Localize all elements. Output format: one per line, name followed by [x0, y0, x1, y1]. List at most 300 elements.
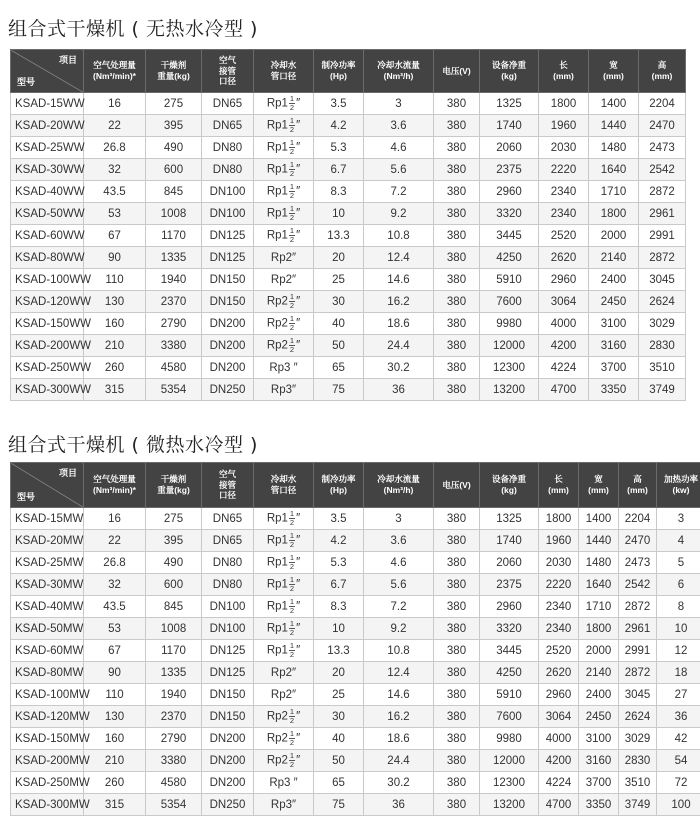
fraction-mark: $\frac{1}{2}$ [289, 204, 295, 222]
table-cell: 380 [434, 640, 480, 662]
model-cell: KSAD-25WW [11, 137, 84, 159]
table-cell: 845 [146, 181, 202, 203]
table-cell: 4580 [146, 772, 202, 794]
table-cell: 10 [314, 203, 364, 225]
table-cell: 7600 [480, 706, 539, 728]
table-cell: 490 [146, 552, 202, 574]
table-cell: 1480 [589, 137, 639, 159]
table-cell: 4700 [539, 794, 579, 816]
model-cell: KSAD-80MW [11, 662, 84, 684]
table-cell: 27 [657, 684, 700, 706]
model-cell: KSAD-300WW [11, 379, 84, 401]
table-cell: 36 [657, 706, 700, 728]
table1-body [11, 93, 686, 401]
table-cell: 3064 [539, 706, 579, 728]
spec-table-water-cooled-heatless [10, 49, 686, 401]
table-cell: 380 [434, 574, 480, 596]
column-header: 长 (mm) [539, 50, 589, 93]
column-header: 电压(V) [434, 463, 480, 508]
table-cell: 6.7 [314, 574, 364, 596]
table-cell: Rp2 $\frac{1}{2}$ ″ [254, 335, 314, 357]
fraction-mark: $\frac{1}{2}$ [289, 597, 295, 615]
table-cell: 25 [314, 269, 364, 291]
table-cell: DN65 [202, 93, 254, 115]
table-cell: DN200 [202, 357, 254, 379]
table-cell: 90 [84, 662, 146, 684]
table-cell: 13200 [480, 379, 539, 401]
table-cell: DN125 [202, 225, 254, 247]
table-cell: 380 [434, 772, 480, 794]
table-cell: 2542 [639, 159, 686, 181]
table2-body [11, 508, 700, 816]
table-cell: 2370 [146, 291, 202, 313]
model-cell: KSAD-20WW [11, 115, 84, 137]
table-cell: 3160 [579, 750, 619, 772]
table-cell: 24.4 [364, 750, 434, 772]
table-cell: Rp1 $\frac{1}{2}$ ″ [254, 115, 314, 137]
table-cell: DN250 [202, 379, 254, 401]
table-cell: 2000 [579, 640, 619, 662]
table-cell: 75 [314, 379, 364, 401]
table-cell: 3045 [619, 684, 657, 706]
table-cell: 36 [364, 379, 434, 401]
table-cell: 2790 [146, 728, 202, 750]
column-header: 冷却水流量 (Nm³/h) [364, 463, 434, 508]
table-cell: 3510 [619, 772, 657, 794]
table-cell: Rp2 $\frac{1}{2}$ ″ [254, 706, 314, 728]
table-cell: 10.8 [364, 225, 434, 247]
corner-label-item: 项目 [58, 55, 77, 65]
table-cell: DN200 [202, 335, 254, 357]
table-cell: 7600 [480, 291, 539, 313]
table-cell: 3749 [619, 794, 657, 816]
table-cell: 2470 [619, 530, 657, 552]
table-cell: 9.2 [364, 203, 434, 225]
corner-label-model: 型号 [17, 76, 36, 87]
model-cell: KSAD-15WW [11, 93, 84, 115]
table-cell: Rp2″ [254, 269, 314, 291]
table-cell: 490 [146, 137, 202, 159]
table-cell: 380 [434, 684, 480, 706]
table-cell: DN80 [202, 574, 254, 596]
table-cell: 5 [657, 552, 700, 574]
column-header: 干燥剂 重量(kg) [146, 50, 202, 93]
table-cell: DN200 [202, 750, 254, 772]
table-cell: 2400 [589, 269, 639, 291]
table-cell: 32 [84, 159, 146, 181]
table-cell: 1960 [539, 530, 579, 552]
table-cell: 1008 [146, 203, 202, 225]
table-cell: 32 [84, 574, 146, 596]
column-header: 高 (mm) [619, 463, 657, 508]
table-cell: 2375 [480, 574, 539, 596]
table-cell: 160 [84, 313, 146, 335]
table-cell: 1960 [539, 115, 589, 137]
table-cell: 260 [84, 772, 146, 794]
table-cell: 4700 [539, 379, 589, 401]
table-cell: 380 [434, 225, 480, 247]
fraction-mark: $\frac{1}{2}$ [289, 226, 295, 244]
column-header: 宽 (mm) [589, 50, 639, 93]
fraction-mark: $\frac{1}{2}$ [289, 160, 295, 178]
model-cell: KSAD-20MW [11, 530, 84, 552]
fraction-mark: $\frac{1}{2}$ [289, 729, 295, 747]
table-cell: Rp1 $\frac{1}{2}$ ″ [254, 225, 314, 247]
fraction-mark: $\frac{1}{2}$ [289, 707, 295, 725]
table-cell: 5.3 [314, 552, 364, 574]
table-cell: Rp1 $\frac{1}{2}$ ″ [254, 640, 314, 662]
table-cell: 1440 [589, 115, 639, 137]
table-cell: DN125 [202, 640, 254, 662]
model-cell: KSAD-25MW [11, 552, 84, 574]
table-row [11, 115, 686, 137]
table-cell: 6.7 [314, 159, 364, 181]
table-cell: DN80 [202, 552, 254, 574]
table-cell: Rp1 $\frac{1}{2}$ ″ [254, 574, 314, 596]
table-cell: 380 [434, 203, 480, 225]
table-cell: 2473 [619, 552, 657, 574]
table-cell: 275 [146, 93, 202, 115]
table-cell: Rp2 $\frac{1}{2}$ ″ [254, 750, 314, 772]
table-cell: 380 [434, 530, 480, 552]
table-cell: 75 [314, 794, 364, 816]
model-cell: KSAD-200WW [11, 335, 84, 357]
table-cell: 67 [84, 225, 146, 247]
table-cell: 9980 [480, 728, 539, 750]
table-cell: 5.6 [364, 159, 434, 181]
table-cell: Rp1 $\frac{1}{2}$ ″ [254, 530, 314, 552]
table-cell: 2624 [619, 706, 657, 728]
table-cell: DN65 [202, 115, 254, 137]
model-cell: KSAD-60WW [11, 225, 84, 247]
table-cell: 7.2 [364, 181, 434, 203]
table-cell: DN150 [202, 706, 254, 728]
column-header: 空气处理量 (Nm³/min)* [84, 50, 146, 93]
table-cell: 1800 [589, 203, 639, 225]
table-cell: 1008 [146, 618, 202, 640]
table-cell: Rp1 $\frac{1}{2}$ ″ [254, 618, 314, 640]
table-cell: 36 [364, 794, 434, 816]
table-cell: 380 [434, 596, 480, 618]
table-cell: 380 [434, 313, 480, 335]
table-row [11, 93, 686, 115]
table-cell: Rp3″ [254, 794, 314, 816]
table-cell: 4000 [539, 313, 589, 335]
fraction-mark: $\frac{1}{2}$ [289, 619, 295, 637]
corner-label-item: 项目 [58, 468, 77, 478]
table-cell: 380 [434, 750, 480, 772]
table-cell: DN125 [202, 247, 254, 269]
table-cell: 3045 [639, 269, 686, 291]
table-cell: 1400 [589, 93, 639, 115]
table-cell: 22 [84, 530, 146, 552]
table-cell: 3160 [589, 335, 639, 357]
table-cell: 2450 [579, 706, 619, 728]
table-cell: 4200 [539, 335, 589, 357]
table-cell: 30.2 [364, 357, 434, 379]
table-cell: 90 [84, 247, 146, 269]
table-row [11, 772, 700, 794]
model-cell: KSAD-120MW [11, 706, 84, 728]
table-cell: 3.6 [364, 530, 434, 552]
table-cell: 18.6 [364, 313, 434, 335]
table-cell: 2030 [539, 552, 579, 574]
table-cell: 210 [84, 750, 146, 772]
table-row [11, 379, 686, 401]
column-header: 制冷功率 (Hp) [314, 50, 364, 93]
fraction-mark: $\frac{1}{2}$ [289, 182, 295, 200]
table-cell: 380 [434, 357, 480, 379]
table-cell: 3 [657, 508, 700, 530]
table-cell: 12300 [480, 772, 539, 794]
table-cell: 2473 [639, 137, 686, 159]
table-cell: 10 [314, 618, 364, 640]
table-cell: 20 [314, 247, 364, 269]
table-cell: 3749 [639, 379, 686, 401]
table-cell: 9.2 [364, 618, 434, 640]
column-header: 空气 接管 口径 [202, 463, 254, 508]
table-cell: Rp1 $\frac{1}{2}$ ″ [254, 203, 314, 225]
table-cell: 3.5 [314, 508, 364, 530]
table-cell: 22 [84, 115, 146, 137]
fraction-mark: $\frac{1}{2}$ [289, 553, 295, 571]
table-cell: Rp3 ″ [254, 772, 314, 794]
table-row [11, 662, 700, 684]
table-cell: 26.8 [84, 552, 146, 574]
table-cell: 380 [434, 662, 480, 684]
column-header: 加热功率 (kw) [657, 463, 700, 508]
table-cell: 2960 [480, 181, 539, 203]
table-cell: 43.5 [84, 181, 146, 203]
table-cell: 380 [434, 291, 480, 313]
table-cell: 30.2 [364, 772, 434, 794]
table-cell: 2030 [539, 137, 589, 159]
table-cell: 2340 [539, 596, 579, 618]
table-cell: DN100 [202, 596, 254, 618]
table-cell: 110 [84, 269, 146, 291]
table-cell: DN250 [202, 794, 254, 816]
table-cell: 1335 [146, 662, 202, 684]
table-cell: Rp2 $\frac{1}{2}$ ″ [254, 291, 314, 313]
table-cell: DN65 [202, 530, 254, 552]
table-cell: 2340 [539, 181, 589, 203]
fraction-mark: $\frac{1}{2}$ [289, 116, 295, 134]
column-header: 空气 接管 口径 [202, 50, 254, 93]
column-header: 冷却水流量 (Nm³/h) [364, 50, 434, 93]
table-cell: 2830 [619, 750, 657, 772]
fraction-mark: $\frac{1}{2}$ [289, 751, 295, 769]
table-row [11, 159, 686, 181]
table2-header-row [11, 463, 700, 508]
table-cell: 1800 [579, 618, 619, 640]
table-row [11, 618, 700, 640]
table-row [11, 335, 686, 357]
table-cell: 3510 [639, 357, 686, 379]
table-cell: 4224 [539, 357, 589, 379]
table-cell: 2370 [146, 706, 202, 728]
model-cell: KSAD-80WW [11, 247, 84, 269]
table-cell: 8.3 [314, 181, 364, 203]
table-cell: DN80 [202, 159, 254, 181]
table-cell: 210 [84, 335, 146, 357]
table-row [11, 508, 700, 530]
table-row [11, 596, 700, 618]
table-cell: 2520 [539, 225, 589, 247]
table-cell: 2375 [480, 159, 539, 181]
table-cell: 42 [657, 728, 700, 750]
model-cell: KSAD-100WW [11, 269, 84, 291]
table-cell: 13200 [480, 794, 539, 816]
table-cell: 1170 [146, 225, 202, 247]
table-cell: 110 [84, 684, 146, 706]
table-cell: 2204 [619, 508, 657, 530]
table-cell: 1480 [579, 552, 619, 574]
table-cell: Rp3 ″ [254, 357, 314, 379]
table-cell: 2140 [589, 247, 639, 269]
table-cell: 14.6 [364, 684, 434, 706]
table-cell: Rp2″ [254, 247, 314, 269]
table-cell: 2991 [619, 640, 657, 662]
table-cell: Rp2 $\frac{1}{2}$ ″ [254, 313, 314, 335]
fraction-mark: $\frac{1}{2}$ [289, 575, 295, 593]
table-cell: 2790 [146, 313, 202, 335]
fraction-mark: $\frac{1}{2}$ [289, 292, 295, 310]
table-row [11, 247, 686, 269]
model-cell: KSAD-40WW [11, 181, 84, 203]
table-cell: 2340 [539, 203, 589, 225]
table-cell: 8 [657, 596, 700, 618]
table-row [11, 313, 686, 335]
table-cell: 2872 [619, 596, 657, 618]
table-cell: 2624 [639, 291, 686, 313]
table-cell: 4224 [539, 772, 579, 794]
spec-table-water-cooled-micro-heat [10, 462, 700, 816]
table-cell: 380 [434, 706, 480, 728]
table-cell: 4250 [480, 662, 539, 684]
table-cell: 4 [657, 530, 700, 552]
table-cell: 13.3 [314, 225, 364, 247]
table-cell: 16 [84, 93, 146, 115]
model-cell: KSAD-250MW [11, 772, 84, 794]
table-cell: 3 [364, 93, 434, 115]
table-cell: Rp1 $\frac{1}{2}$ ″ [254, 596, 314, 618]
table-cell: 845 [146, 596, 202, 618]
table-cell: 67 [84, 640, 146, 662]
table-cell: 5354 [146, 794, 202, 816]
model-cell: KSAD-50WW [11, 203, 84, 225]
fraction-mark: $\frac{1}{2}$ [289, 336, 295, 354]
table-cell: 4000 [539, 728, 579, 750]
table-cell: DN150 [202, 684, 254, 706]
table-row [11, 291, 686, 313]
table-cell: 1800 [539, 508, 579, 530]
table-cell: 1640 [579, 574, 619, 596]
table-cell: 2961 [639, 203, 686, 225]
table-cell: Rp1 $\frac{1}{2}$ ″ [254, 552, 314, 574]
column-header: 高 (mm) [639, 50, 686, 93]
table-cell: 2961 [619, 618, 657, 640]
table-cell: 380 [434, 335, 480, 357]
table-row [11, 225, 686, 247]
model-cell: KSAD-60MW [11, 640, 84, 662]
table-cell: 3.5 [314, 93, 364, 115]
table-cell: 315 [84, 794, 146, 816]
table-cell: 25 [314, 684, 364, 706]
table-cell: 43.5 [84, 596, 146, 618]
table-row [11, 750, 700, 772]
table-cell: DN200 [202, 728, 254, 750]
table-cell: 2520 [539, 640, 579, 662]
table-cell: Rp2″ [254, 662, 314, 684]
model-cell: KSAD-150MW [11, 728, 84, 750]
table-cell: 12.4 [364, 247, 434, 269]
table-cell: 600 [146, 574, 202, 596]
table-cell: 5910 [480, 269, 539, 291]
table-cell: 7.2 [364, 596, 434, 618]
table-cell: 1325 [480, 508, 539, 530]
table-cell: 1710 [589, 181, 639, 203]
table-cell: 65 [314, 772, 364, 794]
table-cell: 4580 [146, 357, 202, 379]
table-cell: 30 [314, 706, 364, 728]
table-cell: 1640 [589, 159, 639, 181]
table-cell: Rp1 $\frac{1}{2}$ ″ [254, 159, 314, 181]
table-cell: 3029 [619, 728, 657, 750]
table1-title: 组合式干燥机 ( 无热水冷型 ) [8, 18, 258, 40]
table-cell: 380 [434, 379, 480, 401]
table-cell: 100 [657, 794, 700, 816]
table-cell: 18.6 [364, 728, 434, 750]
table-cell: 10 [657, 618, 700, 640]
table-cell: 12300 [480, 357, 539, 379]
table-cell: 65 [314, 357, 364, 379]
table-cell: 2060 [480, 552, 539, 574]
table-cell: 600 [146, 159, 202, 181]
table-cell: 3100 [579, 728, 619, 750]
model-cell: KSAD-15MW [11, 508, 84, 530]
table-cell: 260 [84, 357, 146, 379]
table-cell: 380 [434, 728, 480, 750]
table-cell: 50 [314, 750, 364, 772]
table-cell: 395 [146, 115, 202, 137]
table-cell: 2991 [639, 225, 686, 247]
table-cell: 3445 [480, 640, 539, 662]
table2-corner-header [11, 463, 84, 508]
table-cell: 2220 [539, 159, 589, 181]
column-header: 宽 (mm) [579, 463, 619, 508]
table2-title: 组合式干燥机 ( 微热水冷型 ) [8, 434, 258, 456]
table-cell: 1940 [146, 269, 202, 291]
table-cell: Rp2 $\frac{1}{2}$ ″ [254, 728, 314, 750]
table-cell: 2960 [480, 596, 539, 618]
table-cell: 8.3 [314, 596, 364, 618]
table-cell: 380 [434, 552, 480, 574]
table-row [11, 640, 700, 662]
model-cell: KSAD-200MW [11, 750, 84, 772]
table-cell: 12.4 [364, 662, 434, 684]
table-cell: 4250 [480, 247, 539, 269]
column-header: 长 (mm) [539, 463, 579, 508]
table-cell: 5354 [146, 379, 202, 401]
table-cell: 50 [314, 335, 364, 357]
table-cell: 3445 [480, 225, 539, 247]
table-cell: 3350 [589, 379, 639, 401]
model-cell: KSAD-30WW [11, 159, 84, 181]
table-row [11, 269, 686, 291]
table-cell: 1400 [579, 508, 619, 530]
table-cell: 2872 [619, 662, 657, 684]
table-row [11, 357, 686, 379]
